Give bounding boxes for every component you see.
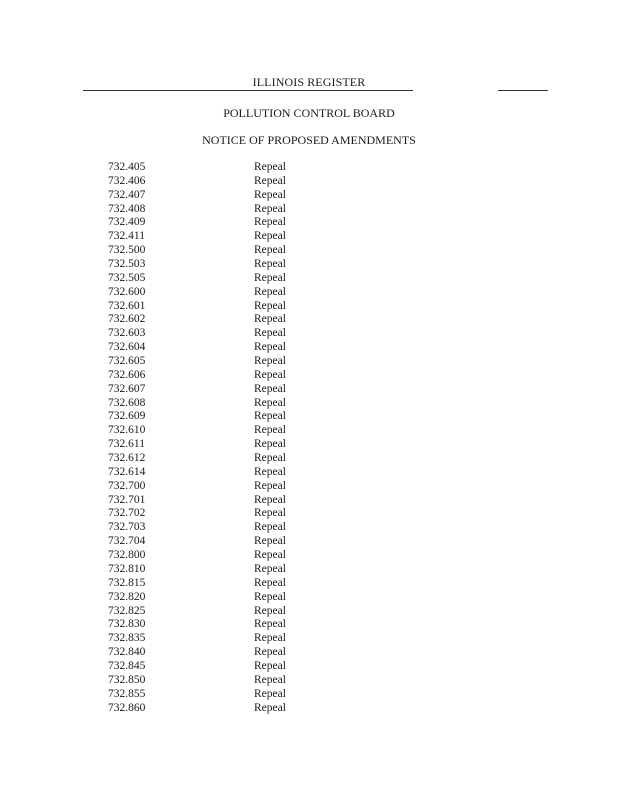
section-row (106, 702, 306, 716)
section-number: 732.840 (108, 646, 146, 659)
section-action: Repeal (254, 244, 286, 257)
section-row (106, 466, 306, 480)
section-number: 732.611 (108, 438, 145, 451)
section-action: Repeal (254, 188, 286, 201)
section-number: 732.604 (108, 341, 146, 354)
section-list (106, 161, 306, 715)
section-row (106, 618, 306, 632)
section-action: Repeal (254, 576, 286, 589)
section-number: 732.820 (108, 590, 146, 603)
section-action: Repeal (254, 673, 286, 686)
section-action: Repeal (254, 355, 286, 368)
section-number: 732.835 (108, 632, 146, 645)
section-action: Repeal (254, 424, 286, 437)
notice-title: NOTICE OF PROPOSED AMENDMENTS (202, 133, 416, 147)
section-row (106, 300, 306, 314)
section-row (106, 397, 306, 411)
section-number: 732.407 (108, 188, 146, 201)
section-action: Repeal (254, 230, 286, 243)
section-number: 732.406 (108, 174, 146, 187)
section-action: Repeal (254, 549, 286, 562)
section-action: Repeal (254, 507, 286, 520)
register-title: ILLINOIS REGISTER (252, 75, 366, 89)
section-number: 732.405 (108, 161, 146, 173)
section-action: Repeal (254, 452, 286, 465)
section-number: 732.610 (108, 424, 146, 437)
section-row (106, 646, 306, 660)
section-action: Repeal (254, 521, 286, 534)
section-action: Repeal (254, 701, 286, 714)
section-row (106, 688, 306, 702)
section-action: Repeal (254, 562, 286, 575)
header-rule (83, 90, 413, 91)
section-number: 732.704 (108, 535, 146, 548)
section-number: 732.860 (108, 701, 146, 714)
section-number: 732.500 (108, 244, 146, 257)
section-action: Repeal (254, 216, 286, 229)
section-number: 732.411 (108, 230, 145, 243)
section-number: 732.606 (108, 368, 146, 381)
section-row (106, 535, 306, 549)
section-row (106, 244, 306, 258)
section-number: 732.603 (108, 327, 146, 340)
section-row (106, 272, 306, 286)
section-row (106, 507, 306, 521)
section-action: Repeal (254, 285, 286, 298)
section-row (106, 327, 306, 341)
section-row (106, 521, 306, 535)
section-number: 732.605 (108, 355, 146, 368)
section-number: 732.408 (108, 202, 146, 215)
section-action: Repeal (254, 382, 286, 395)
section-row (106, 452, 306, 466)
section-action: Repeal (254, 535, 286, 548)
section-action: Repeal (254, 687, 286, 700)
section-row (106, 258, 306, 272)
section-action: Repeal (254, 299, 286, 312)
section-action: Repeal (254, 479, 286, 492)
section-action: Repeal (254, 174, 286, 187)
section-number: 732.701 (108, 493, 146, 506)
section-row (106, 563, 306, 577)
section-row (106, 189, 306, 203)
section-row (106, 203, 306, 217)
section-action: Repeal (254, 396, 286, 409)
section-action: Repeal (254, 161, 286, 173)
section-number: 732.609 (108, 410, 146, 423)
section-number: 732.815 (108, 576, 146, 589)
section-row (106, 480, 306, 494)
section-action: Repeal (254, 327, 286, 340)
section-number: 732.600 (108, 285, 146, 298)
section-row (106, 494, 306, 508)
section-action: Repeal (254, 202, 286, 215)
section-row (106, 216, 306, 230)
section-row (106, 286, 306, 300)
section-number: 732.612 (108, 452, 146, 465)
section-row (106, 369, 306, 383)
section-row (106, 410, 306, 424)
section-row (106, 313, 306, 327)
section-row (106, 660, 306, 674)
section-action: Repeal (254, 341, 286, 354)
section-action: Repeal (254, 646, 286, 659)
section-row (106, 577, 306, 591)
section-number: 732.602 (108, 313, 146, 326)
section-number: 732.825 (108, 604, 146, 617)
section-number: 732.601 (108, 299, 146, 312)
section-row (106, 161, 306, 175)
section-action: Repeal (254, 590, 286, 603)
section-number: 732.810 (108, 562, 146, 575)
section-row (106, 230, 306, 244)
section-row (106, 424, 306, 438)
section-number: 732.845 (108, 659, 146, 672)
section-action: Repeal (254, 438, 286, 451)
section-action: Repeal (254, 659, 286, 672)
section-action: Repeal (254, 258, 286, 271)
section-number: 732.703 (108, 521, 146, 534)
section-row (106, 438, 306, 452)
section-number: 732.855 (108, 687, 146, 700)
section-action: Repeal (254, 465, 286, 478)
section-number: 732.607 (108, 382, 146, 395)
section-number: 732.702 (108, 507, 146, 520)
section-number: 732.409 (108, 216, 146, 229)
section-number: 732.608 (108, 396, 146, 409)
board-title: POLLUTION CONTROL BOARD (223, 106, 395, 120)
section-number: 732.800 (108, 549, 146, 562)
section-number: 732.505 (108, 271, 146, 284)
section-action: Repeal (254, 368, 286, 381)
section-action: Repeal (254, 410, 286, 423)
section-action: Repeal (254, 618, 286, 631)
section-number: 732.850 (108, 673, 146, 686)
section-row (106, 591, 306, 605)
section-row (106, 674, 306, 688)
section-action: Repeal (254, 604, 286, 617)
header-rule-right (498, 90, 548, 91)
section-row (106, 175, 306, 189)
section-number: 732.700 (108, 479, 146, 492)
section-action: Repeal (254, 271, 286, 284)
section-row (106, 632, 306, 646)
section-row (106, 341, 306, 355)
section-row (106, 383, 306, 397)
section-row (106, 355, 306, 369)
section-number: 732.830 (108, 618, 146, 631)
section-action: Repeal (254, 313, 286, 326)
section-number: 732.503 (108, 258, 146, 271)
section-row (106, 549, 306, 563)
section-number: 732.614 (108, 465, 146, 478)
section-action: Repeal (254, 632, 286, 645)
section-action: Repeal (254, 493, 286, 506)
section-row (106, 605, 306, 619)
